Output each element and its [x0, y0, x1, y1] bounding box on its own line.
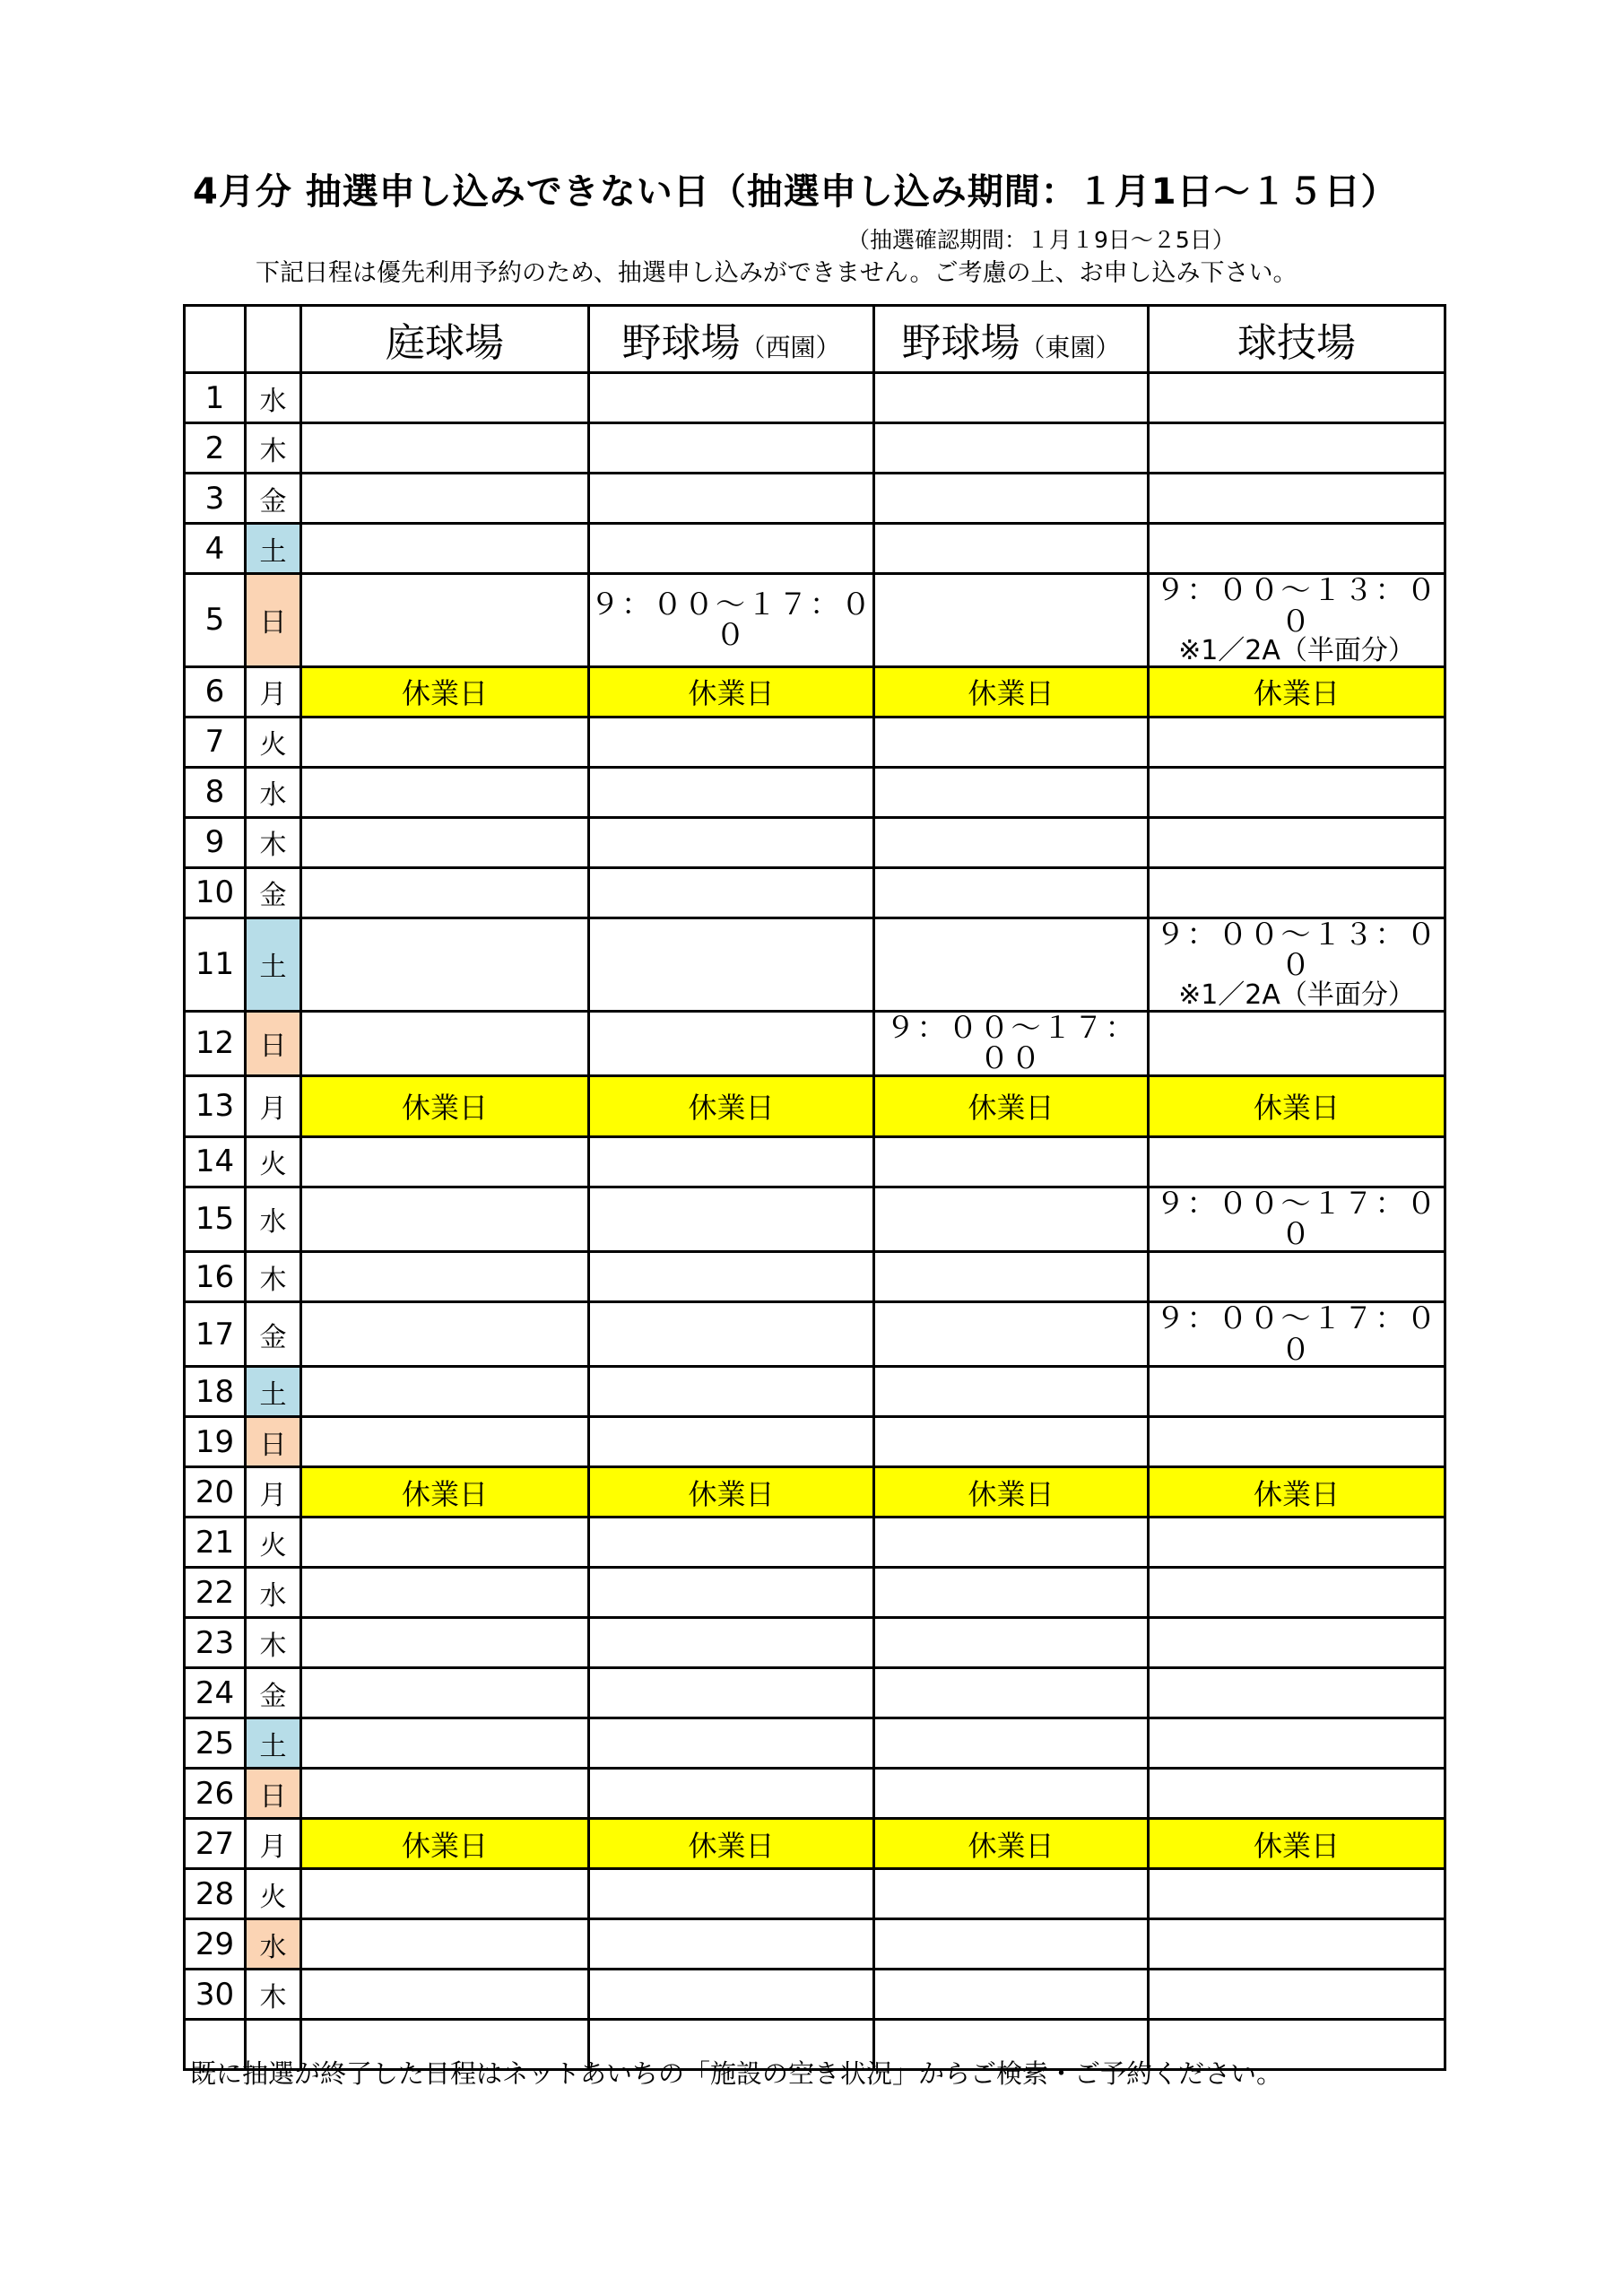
schedule-cell: [1149, 1618, 1445, 1668]
day-of-week: 金: [246, 1302, 301, 1367]
schedule-cell: [301, 1187, 589, 1251]
table-row: [185, 524, 1445, 574]
day-of-week: 火: [246, 717, 301, 767]
confirmation-period: （抽選確認期間：１月１9日〜２5日）: [847, 227, 1235, 253]
day-of-week: 火: [246, 1518, 301, 1568]
schedule-cell: [301, 1618, 589, 1668]
closed-day-cell: 休業日: [874, 666, 1149, 717]
page-title: 4月分 抽選申し込みできない日（抽選申し込み期間：１月1日〜１５日）: [193, 171, 1398, 213]
header-day-number: [185, 306, 246, 373]
schedule-cell: ９：００〜１７：００: [589, 574, 874, 667]
day-of-week: 水: [246, 1568, 301, 1618]
day-of-week: 水: [246, 767, 301, 817]
header-facility-3: [874, 306, 1149, 373]
schedule-cell: [874, 1252, 1149, 1302]
day-number: 28: [185, 1869, 246, 1919]
day-of-week: 木: [246, 1970, 301, 2020]
schedule-cell: [301, 1869, 589, 1919]
schedule-cell: ９：００〜１７：００: [874, 1011, 1149, 1075]
table-row: [185, 867, 1445, 918]
schedule-cell: [1149, 1668, 1445, 1718]
header-row: [185, 306, 1445, 373]
day-of-week: 金: [246, 867, 301, 918]
schedule-cell: [874, 1568, 1149, 1618]
schedule-cell: [1149, 817, 1445, 867]
day-number: 23: [185, 1618, 246, 1668]
schedule-cell: [1149, 1011, 1445, 1075]
schedule-cell: [874, 1919, 1149, 1970]
day-number: 12: [185, 1011, 246, 1075]
schedule-cell: [874, 373, 1149, 423]
day-number: 18: [185, 1367, 246, 1417]
schedule-cell: [589, 1568, 874, 1618]
schedule-cell: [589, 1869, 874, 1919]
closed-day-cell: 休業日: [1149, 1819, 1445, 1869]
schedule-cell: [1149, 717, 1445, 767]
table-row: [185, 1618, 1445, 1668]
schedule-cell: [1149, 1869, 1445, 1919]
schedule-cell: [301, 817, 589, 867]
header-facility-4: [1149, 306, 1445, 373]
schedule-cell: [589, 474, 874, 524]
schedule-cell: [589, 1136, 874, 1187]
day-of-week: 火: [246, 1869, 301, 1919]
schedule-cell: [589, 1919, 874, 1970]
table-row: [185, 1417, 1445, 1467]
closed-day-cell: 休業日: [874, 1467, 1149, 1518]
day-of-week: 木: [246, 1252, 301, 1302]
schedule-cell: [874, 1970, 1149, 2020]
schedule-cell: [874, 918, 1149, 1011]
schedule-cell: [301, 1568, 589, 1618]
day-number: 29: [185, 1919, 246, 1970]
schedule-cell: [874, 574, 1149, 667]
day-of-week: 土: [246, 524, 301, 574]
day-number: 26: [185, 1769, 246, 1819]
schedule-cell: [874, 1769, 1149, 1819]
schedule-cell: [874, 1302, 1149, 1367]
header-day-of-week: [246, 306, 301, 373]
schedule-cell-line: ※1／2A（半面分）: [1178, 979, 1415, 1012]
schedule-body: [185, 373, 1445, 2070]
schedule-cell: [301, 1518, 589, 1568]
day-number: 22: [185, 1568, 246, 1618]
day-of-week: 木: [246, 423, 301, 474]
table-row: [185, 666, 1445, 717]
facility-sub: （東園）: [1020, 333, 1121, 362]
schedule-cell: [1149, 1970, 1445, 2020]
schedule-cell: [1149, 1252, 1445, 1302]
closed-day-cell: 休業日: [301, 666, 589, 717]
day-of-week: 日: [246, 1011, 301, 1075]
table-row: [185, 1769, 1445, 1819]
schedule-cell: [1149, 373, 1445, 423]
table-row: [185, 1819, 1445, 1869]
schedule-cell: [1149, 474, 1445, 524]
schedule-cell: [301, 1011, 589, 1075]
day-number: 3: [185, 474, 246, 524]
schedule-cell: [874, 1417, 1149, 1467]
day-of-week: 土: [246, 1367, 301, 1417]
closed-day-cell: 休業日: [589, 1075, 874, 1136]
day-number: 1: [185, 373, 246, 423]
footer-note: 既に抽選が終了した日程はネットあいちの「施設の空き状況」からご検索・ご予約ください。: [190, 2058, 1283, 2089]
day-of-week: 月: [246, 666, 301, 717]
table-row: [185, 1187, 1445, 1251]
schedule-cell: [589, 1970, 874, 2020]
schedule-cell: [589, 717, 874, 767]
day-of-week: 金: [246, 474, 301, 524]
schedule-cell: [874, 867, 1149, 918]
table-row: [185, 423, 1445, 474]
table-row: [185, 474, 1445, 524]
schedule-cell: [589, 767, 874, 817]
day-of-week: 金: [246, 1668, 301, 1718]
closed-day-cell: 休業日: [1149, 1075, 1445, 1136]
schedule-cell: [1149, 1367, 1445, 1417]
schedule-cell: [874, 1367, 1149, 1417]
day-number: 9: [185, 817, 246, 867]
schedule-cell: [589, 1668, 874, 1718]
schedule-cell: [874, 1668, 1149, 1718]
schedule-cell: [589, 524, 874, 574]
day-of-week: 日: [246, 1769, 301, 1819]
closed-day-cell: 休業日: [301, 1819, 589, 1869]
schedule-cell: [874, 474, 1149, 524]
day-number: 21: [185, 1518, 246, 1568]
schedule-cell: [589, 1518, 874, 1568]
table-row: [185, 1568, 1445, 1618]
day-of-week: 月: [246, 1819, 301, 1869]
facility-name: 野球場: [901, 320, 1020, 366]
schedule-cell: [301, 1367, 589, 1417]
schedule-cell-line: ９：００〜１３：００: [1155, 572, 1438, 639]
schedule-cell: [1149, 524, 1445, 574]
day-of-week: 木: [246, 1618, 301, 1668]
day-of-week: 土: [246, 918, 301, 1011]
day-number: 5: [185, 574, 246, 667]
day-number: 13: [185, 1075, 246, 1136]
schedule-cell: [1149, 1718, 1445, 1769]
table-row: [185, 717, 1445, 767]
closed-day-cell: 休業日: [874, 1819, 1149, 1869]
day-number: 16: [185, 1252, 246, 1302]
schedule-cell: [301, 574, 589, 667]
schedule-cell: [1149, 1417, 1445, 1467]
day-number: 20: [185, 1467, 246, 1518]
schedule-cell: [874, 1136, 1149, 1187]
day-of-week: 水: [246, 373, 301, 423]
day-of-week: 火: [246, 1136, 301, 1187]
schedule-cell: [301, 717, 589, 767]
schedule-cell: ９：００〜１７：００: [1149, 1302, 1445, 1367]
schedule-cell: [589, 1011, 874, 1075]
schedule-cell: [589, 1187, 874, 1251]
table-row: [185, 1136, 1445, 1187]
schedule-cell: [301, 767, 589, 817]
table-row: [185, 373, 1445, 423]
schedule-cell: [1149, 574, 1445, 667]
schedule-cell: [1149, 1919, 1445, 1970]
day-of-week: 水: [246, 1187, 301, 1251]
schedule-cell: [301, 1302, 589, 1367]
table-row: [185, 574, 1445, 667]
schedule-cell: [1149, 867, 1445, 918]
closed-day-cell: 休業日: [1149, 1467, 1445, 1518]
schedule-cell: [301, 474, 589, 524]
facility-name: 球技場: [1237, 320, 1356, 366]
schedule-cell: [301, 1252, 589, 1302]
notice-text: 下記日程は優先利用予約のため、抽選申し込みができません。ご考慮の上、お申し込み下さい。: [256, 259, 1298, 287]
schedule-table: [183, 304, 1446, 2071]
schedule-cell: [301, 1136, 589, 1187]
day-number: 6: [185, 666, 246, 717]
schedule-cell: [874, 1718, 1149, 1769]
table-row: [185, 1919, 1445, 1970]
header-facility-2: [589, 306, 874, 373]
schedule-cell: [301, 1769, 589, 1819]
closed-day-cell: 休業日: [589, 666, 874, 717]
schedule-cell: [301, 867, 589, 918]
day-number: 15: [185, 1187, 246, 1251]
schedule-cell: [1149, 1518, 1445, 1568]
schedule-cell: [589, 1769, 874, 1819]
schedule-cell: [589, 1302, 874, 1367]
day-of-week: 木: [246, 817, 301, 867]
closed-day-cell: 休業日: [301, 1467, 589, 1518]
schedule-cell: [1149, 1568, 1445, 1618]
table-row: [185, 1518, 1445, 1568]
table-row: [185, 767, 1445, 817]
schedule-cell: [301, 423, 589, 474]
day-number: 30: [185, 1970, 246, 2020]
facility-name: 庭球場: [386, 320, 504, 366]
schedule-cell: [589, 1718, 874, 1769]
table-row: [185, 1302, 1445, 1367]
table-row: [185, 1467, 1445, 1518]
table-row: [185, 817, 1445, 867]
schedule-cell: [1149, 1136, 1445, 1187]
schedule-cell: [301, 373, 589, 423]
table-row: [185, 1367, 1445, 1417]
schedule-cell: [1149, 423, 1445, 474]
schedule-cell: [589, 817, 874, 867]
schedule-cell: [301, 1970, 589, 2020]
table-row: [185, 1011, 1445, 1075]
day-number: 14: [185, 1136, 246, 1187]
table-row: [185, 1869, 1445, 1919]
schedule-cell: [874, 524, 1149, 574]
schedule-cell: [1149, 918, 1445, 1011]
day-of-week: 土: [246, 1718, 301, 1769]
schedule-cell: ９：００〜１７：００: [1149, 1187, 1445, 1251]
schedule-cell: [1149, 1769, 1445, 1819]
schedule-cell: [874, 767, 1149, 817]
schedule-cell: [589, 1252, 874, 1302]
schedule-cell: [874, 1518, 1149, 1568]
schedule-cell: [874, 1187, 1149, 1251]
schedule-cell-line: ９：００〜１３：００: [1155, 916, 1438, 983]
table-row: [185, 1075, 1445, 1136]
closed-day-cell: 休業日: [1149, 666, 1445, 717]
facility-name: 野球場: [621, 320, 741, 366]
schedule-cell: [589, 1618, 874, 1668]
schedule-cell: [874, 423, 1149, 474]
day-of-week: 月: [246, 1467, 301, 1518]
closed-day-cell: 休業日: [589, 1819, 874, 1869]
closed-day-cell: 休業日: [874, 1075, 1149, 1136]
schedule-cell-line: ※1／2A（半面分）: [1178, 635, 1415, 667]
schedule-cell: [301, 918, 589, 1011]
day-number: 27: [185, 1819, 246, 1869]
day-number: 8: [185, 767, 246, 817]
schedule-cell: [589, 373, 874, 423]
day-number: 19: [185, 1417, 246, 1467]
table-row: [185, 1668, 1445, 1718]
schedule-cell: [589, 867, 874, 918]
schedule-cell: [301, 1417, 589, 1467]
day-number: 25: [185, 1718, 246, 1769]
schedule-cell: [301, 1668, 589, 1718]
facility-sub: （西園）: [740, 333, 841, 362]
schedule-cell: [874, 817, 1149, 867]
day-number: 17: [185, 1302, 246, 1367]
day-number: 7: [185, 717, 246, 767]
day-of-week: 月: [246, 1075, 301, 1136]
schedule-cell: [301, 1919, 589, 1970]
schedule-cell: [874, 1618, 1149, 1668]
day-number: 10: [185, 867, 246, 918]
table-row: [185, 918, 1445, 1011]
schedule-cell: [589, 423, 874, 474]
schedule-cell: [589, 1367, 874, 1417]
day-of-week: 日: [246, 574, 301, 667]
schedule-cell: [1149, 767, 1445, 817]
day-number: 11: [185, 918, 246, 1011]
schedule-cell: [589, 918, 874, 1011]
schedule-cell: [301, 1718, 589, 1769]
header-facility-1: [301, 306, 589, 373]
day-number: 24: [185, 1668, 246, 1718]
closed-day-cell: 休業日: [589, 1467, 874, 1518]
day-of-week: 日: [246, 1417, 301, 1467]
table-row: [185, 1252, 1445, 1302]
day-number: 4: [185, 524, 246, 574]
table-row: [185, 1718, 1445, 1769]
day-number: 2: [185, 423, 246, 474]
day-of-week: 水: [246, 1919, 301, 1970]
schedule-cell: [874, 717, 1149, 767]
table-row: [185, 1970, 1445, 2020]
schedule-cell: [589, 1417, 874, 1467]
schedule-cell: [874, 1869, 1149, 1919]
closed-day-cell: 休業日: [301, 1075, 589, 1136]
schedule-cell: [301, 524, 589, 574]
